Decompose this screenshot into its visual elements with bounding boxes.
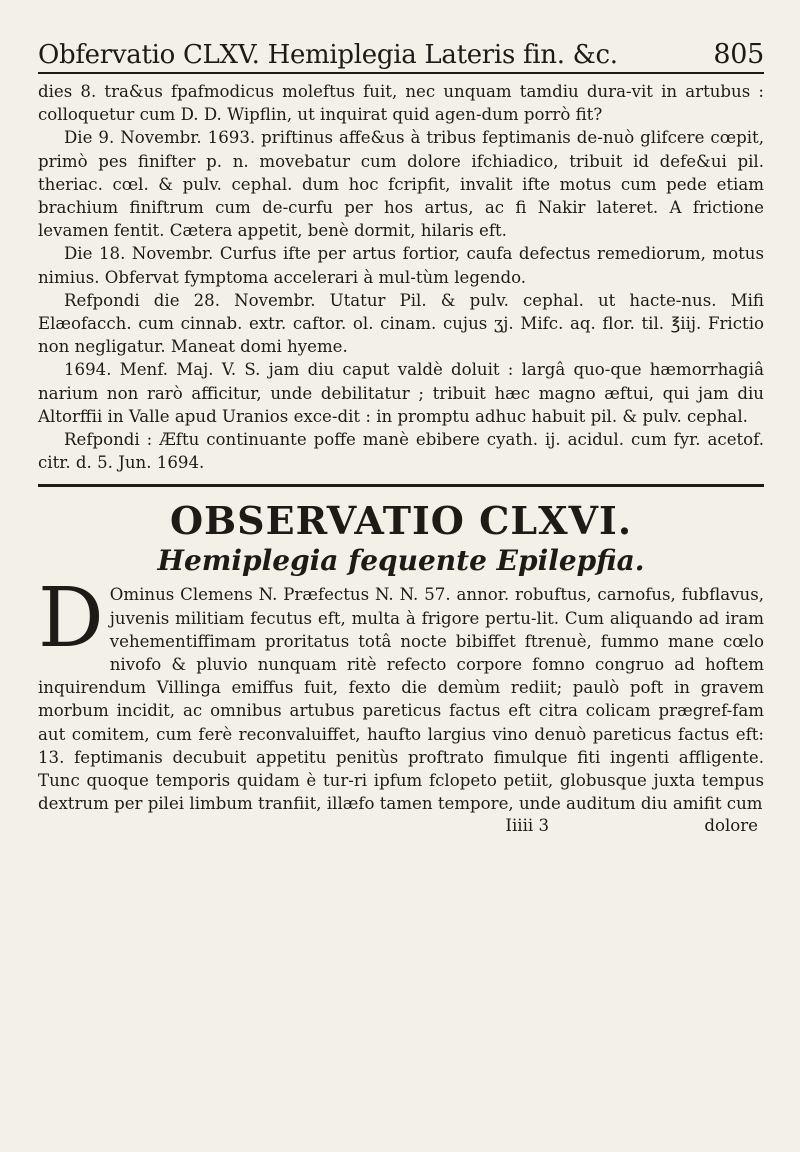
footer-line [38, 815, 764, 837]
obs165-paragraph-1: dies 8. tra&us fpafmodicus moleftus fuit, nec unquam tamdiu dura-vit in artubus : colloquetur cum D. D. Wipflin, ut inquirat quid agen-dum porrò fit? [38, 82, 764, 125]
observation-title: OBSERVATIO CLXVI. [169, 498, 633, 544]
obs165-paragraph-6: Refpondi : Æftu continuante poffe manè ebibere cyath. ij. acidul. cum fyr. acetof. citr. d. 5. Jun. 1694. [38, 430, 764, 473]
obs165-paragraph-3: Die 18. Novembr. Curfus ifte per artus fortior, caufa defectus remediorum, motus nimius. Obfervat fymptoma accelerari à mul-tùm legendo. [38, 244, 764, 287]
signature-mark: Iiiii 3 [505, 816, 550, 836]
catchword: dolore [704, 816, 758, 836]
page-number: 805 [713, 39, 764, 70]
obs166-paragraph [38, 571, 764, 815]
drop-cap: D [38, 571, 104, 667]
obs165-paragraph-5: 1694. Menf. Maj. V. S. jam diu caput valdè doluit : largâ quo-que hæmorrhagiâ narium non rarò afficitur, unde debilitatur ; tribuit hæc magno æftui, qui jam diu Altorffii in Valle apud Uranios exce-dit : in promptu adhuc habuit pil. & pulv. cephal. [38, 360, 764, 426]
running-head-title: Obfervatio CLXV. Hemiplegia Lateris fin. &c. [38, 40, 618, 70]
obs165-paragraph-4: Refpondi die 28. Novembr. Utatur Pil. & pulv. cephal. ut hacte-nus. Mifi Elæofacch. cum cinnab. extr. caftor. ol. cinam. cujus ʒj. Mifc. aq. flor. til. ℥iij. Frictio non negligatur. Maneat domi hyeme. [38, 290, 764, 357]
observation-subtitle: Hemiplegia fequente Epilepfia. [157, 544, 645, 578]
obs166-paragraph-text: Ominus Clemens N. Præfectus N. N. 57. annor. robuftus, carnofus, fubflavus, juvenis militiam fecutus eft, multa à frigore pertu-lit. Cum aliquando ad iram vehementiffimam proritatus totâ nocte bibiffet ftrenuè, fummo mane cœlo nivofo & pluvio nunquam ritè refecto corpore fomno congruo ad hoftem inquirendum Villinga emiffus fuit, fexto die demùm rediit; paulò poft in gravem morbum incidit, ac omnibus artubus pareticus factus eft citra colicam prægref-fam aut comitem, cum ferè reconvaluiffet, haufto largius vino denuò pareticus factus eft: 13. feptimanis decubuit appetitu penitùs proftrato fimulque fiti ingenti affligente. Tunc quoque temporis quidam è tur-ri ipfum fclopeto petiit, globusque juxta tempus dextrum per pilei limbum tranfiit, illæfo tamen tempore, unde auditum diu amifit cum [38, 585, 764, 814]
obs165-paragraph-2: Die 9. Novembr. 1693. priftinus affe&us à tribus feptimanis de-nuò glifcere cœpit, primò pes finifter p. n. movebatur cum dolore ifchiadico, tribuit id defe&ui pil. theriac. cœl. & pulv. cephal. dum hoc fcripfit, invalit ifte motus cum pede etiam brachium finiftrum cum de-curfu per hos artus, ac fi Nakir lateret. A frictione levamen fentit. Cæterа appetit, benè dormit, hilaris eft. [38, 128, 764, 241]
running-head [38, 40, 764, 74]
section-divider [38, 484, 764, 487]
